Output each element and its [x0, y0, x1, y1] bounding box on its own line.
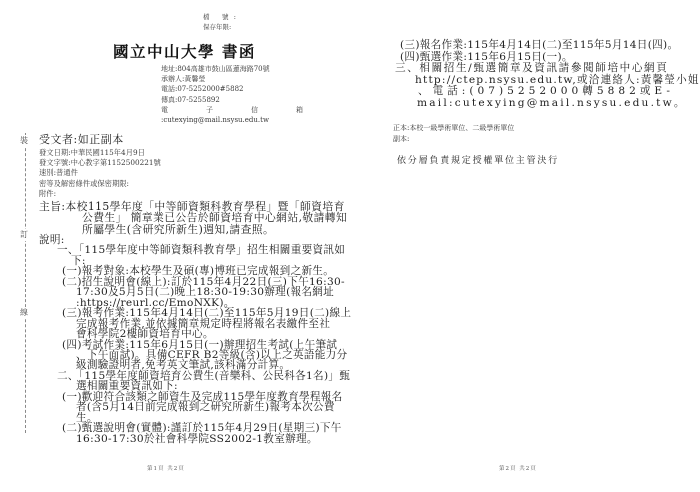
body-line: (三)報名作業:115年4月14日(二)至115年5月14日(四)。: [400, 39, 679, 51]
body-line: 會科學院2樓師資培育中心。: [76, 328, 214, 341]
subject-line: 主旨:本校115學年度「中等師資類科教育學程」暨「師資培育: [39, 200, 345, 213]
contact-address: 地址:804高雄市鼓山區蓮海路70號: [161, 65, 270, 73]
contact-phone: 電話:07-5252000#5882: [161, 85, 244, 94]
body-line: 、下午面試)。具備CEFR B2等級(含)以上之英語能力分: [76, 348, 348, 361]
contact-email-value: :cutexying@mail.nsysu.edu.tw: [161, 116, 269, 125]
body-line: 二、「115學年度師資培育公費生(音樂科、公民科各1名)」甄: [57, 369, 351, 382]
binding-mark-xian: 線: [20, 308, 28, 317]
body-line: 三、相關招生/甄選簡章及資訊請參閱師培中心網頁: [395, 62, 669, 75]
distribution-block: [393, 123, 514, 144]
body-line: 下:: [71, 254, 86, 267]
meta-attachment: 附件:: [39, 188, 57, 198]
contact-block: [161, 64, 303, 125]
page2-body-block: [395, 40, 700, 110]
contact-email-label: 電子信箱: [161, 105, 303, 114]
document-title: 國立中山大學 書函: [113, 42, 256, 61]
body-line: 生。: [76, 411, 98, 424]
body-line: 一、「115學年度中等師資類科教育學」招生相關重要資訊如: [57, 244, 346, 257]
file-no-label: 檔 號:: [203, 13, 236, 21]
recipient-line: 受文者:如正副本: [39, 133, 124, 146]
body-line: (三)報考作業:115年4月14日(二)至115年5月19日(二)線上: [62, 307, 352, 320]
body-line: (四)甄選作業:115年6月15日(一)。: [400, 50, 573, 63]
body-line: (一)歡迎符合該類之師資生及完成115學年度教育學程報名: [62, 390, 343, 403]
subject-line: 所屬學生(含研究所新生)週知,請查照。: [82, 222, 275, 236]
body-line: (二)甄選說明會(實體):謹訂於115年4月29日(星期三)下午: [62, 422, 342, 435]
copy-to-line: 正本:本校一級學術單位、二級學術單位: [393, 124, 515, 132]
meta-classification: 密等及解密條件或保密期限:: [39, 178, 130, 188]
body-line: (二)招生說明會(線上):訂於115年4月22日(三)下午16:30-: [62, 275, 345, 288]
body-line: http://ctep.nsysu.edu.tw,或洽連絡人:黃馨瑩小姐: [415, 73, 700, 86]
body-line: (四)考試作業:115年6月15日(一)辦理招生考試(上午筆試: [62, 338, 338, 351]
body-line: 級測驗證明者,免考英文筆試,該科滿分計算。: [76, 359, 291, 372]
body-line: (一)報考對象:本校學生及碩(專)博班已完成報到之新生。: [62, 265, 335, 278]
body-line: 選相關重要資訊如下:: [76, 380, 178, 393]
body-line: 、電話:(07)5252000轉5882或E-: [418, 85, 674, 98]
body-line: 說明:: [39, 234, 65, 246]
binding-dashed-line: [25, 133, 26, 433]
meta-speed: 速別:普通件: [39, 168, 78, 178]
binding-mark-ding: 訂: [20, 230, 28, 239]
body-line: 完成報考作業,並依據簡章規定時程將報名表繳件至社: [76, 317, 331, 330]
body-line: 16:30-17:30於社會科學院SS2002-1教室辦理。: [76, 432, 318, 445]
binding-mark-zhuang: 裝: [20, 136, 28, 145]
body-line: mail:cutexying@mail.nsysu.edu.tw。: [417, 96, 687, 109]
body-line: 者(含5月14日前完成報到之研究所新生)報考本次公費: [76, 401, 335, 414]
file-number-block: [203, 13, 236, 32]
explanation-block: [39, 235, 351, 444]
contact-undertaker: 承辦人:黃馨瑩: [161, 75, 206, 84]
meta-doc-number: 發文字號:中心教字第1152500221號: [39, 158, 161, 168]
meta-date: 發文日期:中華民國115年4月9日: [39, 148, 145, 157]
cc-line: 副本:: [393, 134, 410, 143]
page1-footer: 第1頁 共2頁: [147, 466, 185, 472]
authorization-line: 依分層負責規定授權單位主管決行: [397, 156, 560, 166]
contact-fax: 傳真:07-5255892: [161, 95, 220, 104]
body-line: :https://reurl.cc/EmoNXK)。: [76, 296, 235, 309]
meta-block: [39, 148, 161, 199]
subject-line: 公費生」 簡章業已公告於師資培育中心網站,敬請轉知: [82, 211, 348, 225]
subject-block: [39, 201, 347, 235]
retention-label: 保存年限:: [203, 22, 232, 31]
body-line: 17:30及5月5日(二)晚上18:30-19:30辦理(報名網址: [76, 286, 335, 299]
page2-footer: 第2頁 共2頁: [499, 466, 537, 472]
